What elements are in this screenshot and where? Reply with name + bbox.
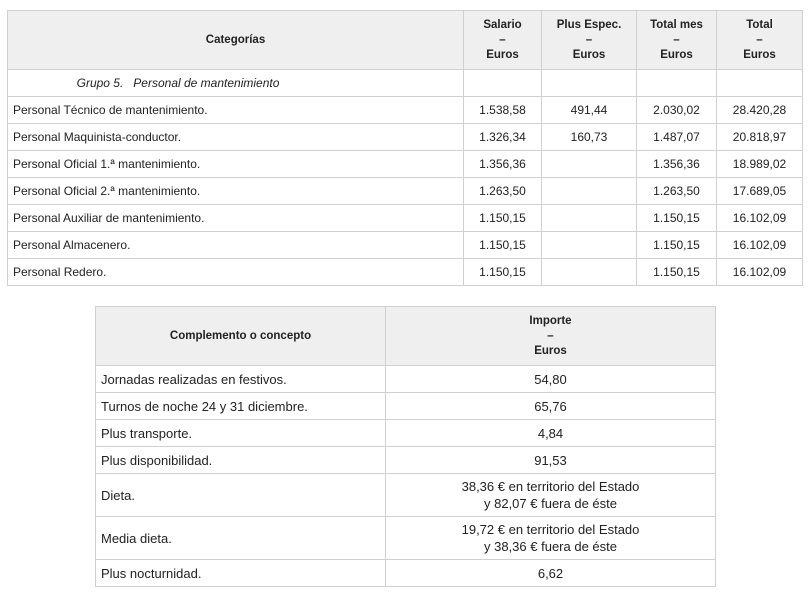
header-line: Euros	[486, 48, 519, 61]
amount-cell	[386, 366, 716, 393]
amount-cell	[542, 151, 637, 178]
category-cell: Personal Oficial 2.ª mantenimiento.	[8, 178, 464, 205]
table-row	[8, 205, 803, 232]
table-row	[96, 517, 716, 560]
column-header	[96, 307, 386, 366]
category-cell: Personal Oficial 1.ª mantenimiento.	[8, 151, 464, 178]
category-cell: Personal Maquinista-conductor.	[8, 124, 464, 151]
concept-cell: Plus transporte.	[96, 420, 386, 447]
amount-cell: 1.150,15	[464, 205, 542, 232]
header-line: Euros	[743, 48, 776, 61]
concept-cell: Media dieta.	[96, 517, 386, 560]
header-line: Euros	[534, 344, 567, 357]
salary-table-header	[8, 11, 803, 70]
table-row	[8, 124, 803, 151]
concept-cell: Jornadas realizadas en festivos.	[96, 366, 386, 393]
amount-cell: 1.487,07	[637, 124, 717, 151]
amount-cell: 2.030,02	[637, 97, 717, 124]
amount-cell: 1.356,36	[464, 151, 542, 178]
amount-cell: 1.326,34	[464, 124, 542, 151]
header-line: Plus Espec.	[556, 18, 622, 31]
column-header	[8, 11, 464, 70]
column-header	[386, 307, 716, 366]
category-cell: Personal Almacenero.	[8, 232, 464, 259]
header-line: Categorías	[205, 33, 266, 46]
amount-cell: 1.263,50	[637, 178, 717, 205]
table-row	[8, 151, 803, 178]
amount-cell	[386, 560, 716, 587]
empty-cell	[717, 70, 803, 97]
category-cell: Personal Redero.	[8, 259, 464, 286]
amount-cell: 17.689,05	[717, 178, 803, 205]
concept-cell: Plus disponibilidad.	[96, 447, 386, 474]
column-header	[464, 11, 542, 70]
table-row	[96, 560, 716, 587]
amount-cell	[542, 232, 637, 259]
amount-cell: 1.150,15	[637, 259, 717, 286]
table-row	[8, 232, 803, 259]
amount-cell: 16.102,09	[717, 232, 803, 259]
header-line: Salario	[483, 18, 522, 31]
amount-cell	[542, 178, 637, 205]
amount-cell	[386, 474, 716, 517]
amount-cell: 160,73	[542, 124, 637, 151]
header-line: Euros	[660, 48, 693, 61]
empty-cell	[637, 70, 717, 97]
amount-cell	[542, 205, 637, 232]
header-line: Importe	[529, 314, 572, 327]
header-line: Complemento o concepto	[169, 329, 312, 342]
category-cell: Personal Técnico de mantenimiento.	[8, 97, 464, 124]
header-line: Total mes	[650, 18, 703, 31]
category-cell: Personal Auxiliar de mantenimiento.	[8, 205, 464, 232]
amount-line: 65,76	[534, 398, 567, 414]
amount-cell: 28.420,28	[717, 97, 803, 124]
amount-cell	[386, 517, 716, 560]
amount-cell	[386, 393, 716, 420]
amount-line: y 82,07 € fuera de éste	[484, 496, 617, 511]
concept-cell: Turnos de noche 24 y 31 diciembre.	[96, 393, 386, 420]
header-line: –	[499, 33, 506, 46]
amount-cell: 16.102,09	[717, 205, 803, 232]
table-row	[8, 178, 803, 205]
header-line: –	[673, 33, 680, 46]
header-line: –	[756, 33, 763, 46]
amount-line: 4,84	[537, 425, 564, 441]
amount-line: 6,62	[537, 565, 564, 581]
table-row	[96, 366, 716, 393]
empty-cell	[542, 70, 637, 97]
amount-cell: 18.989,02	[717, 151, 803, 178]
table-row	[96, 420, 716, 447]
header-line: Euros	[572, 48, 606, 61]
amount-cell: 1.150,15	[637, 205, 717, 232]
amount-cell: 16.102,09	[717, 259, 803, 286]
amount-cell: 1.263,50	[464, 178, 542, 205]
amount-cell: 1.150,15	[464, 232, 542, 259]
amount-cell	[542, 259, 637, 286]
column-header	[542, 11, 637, 70]
salary-table	[7, 10, 803, 286]
table-row	[8, 259, 803, 286]
amount-cell: 20.818,97	[717, 124, 803, 151]
amount-cell	[386, 420, 716, 447]
amount-cell	[386, 447, 716, 474]
amount-line: 19,72 € en territorio del Estado	[461, 522, 640, 537]
amount-cell: 1.150,15	[637, 232, 717, 259]
concept-cell: Plus nocturnidad.	[96, 560, 386, 587]
table-row	[96, 393, 716, 420]
table-row	[8, 97, 803, 124]
group-row	[8, 70, 803, 97]
header-line: –	[547, 329, 554, 342]
amount-cell: 1.356,36	[637, 151, 717, 178]
complement-table	[95, 306, 716, 587]
column-header	[637, 11, 717, 70]
amount-line: 91,53	[534, 452, 567, 468]
header-line: –	[585, 33, 593, 46]
amount-line: y 38,36 € fuera de éste	[484, 539, 617, 554]
amount-line: 38,36 € en territorio del Estado	[461, 479, 640, 494]
empty-cell	[464, 70, 542, 97]
concept-cell: Dieta.	[96, 474, 386, 517]
group-label: Grupo 5. Personal de mantenimiento	[8, 70, 464, 97]
amount-cell: 491,44	[542, 97, 637, 124]
complement-table-header	[96, 307, 716, 366]
amount-cell: 1.538,58	[464, 97, 542, 124]
amount-cell: 1.150,15	[464, 259, 542, 286]
table-row	[96, 447, 716, 474]
column-header	[717, 11, 803, 70]
table-row	[96, 474, 716, 517]
header-line: Total	[746, 18, 773, 31]
amount-line: 54,80	[534, 371, 567, 387]
